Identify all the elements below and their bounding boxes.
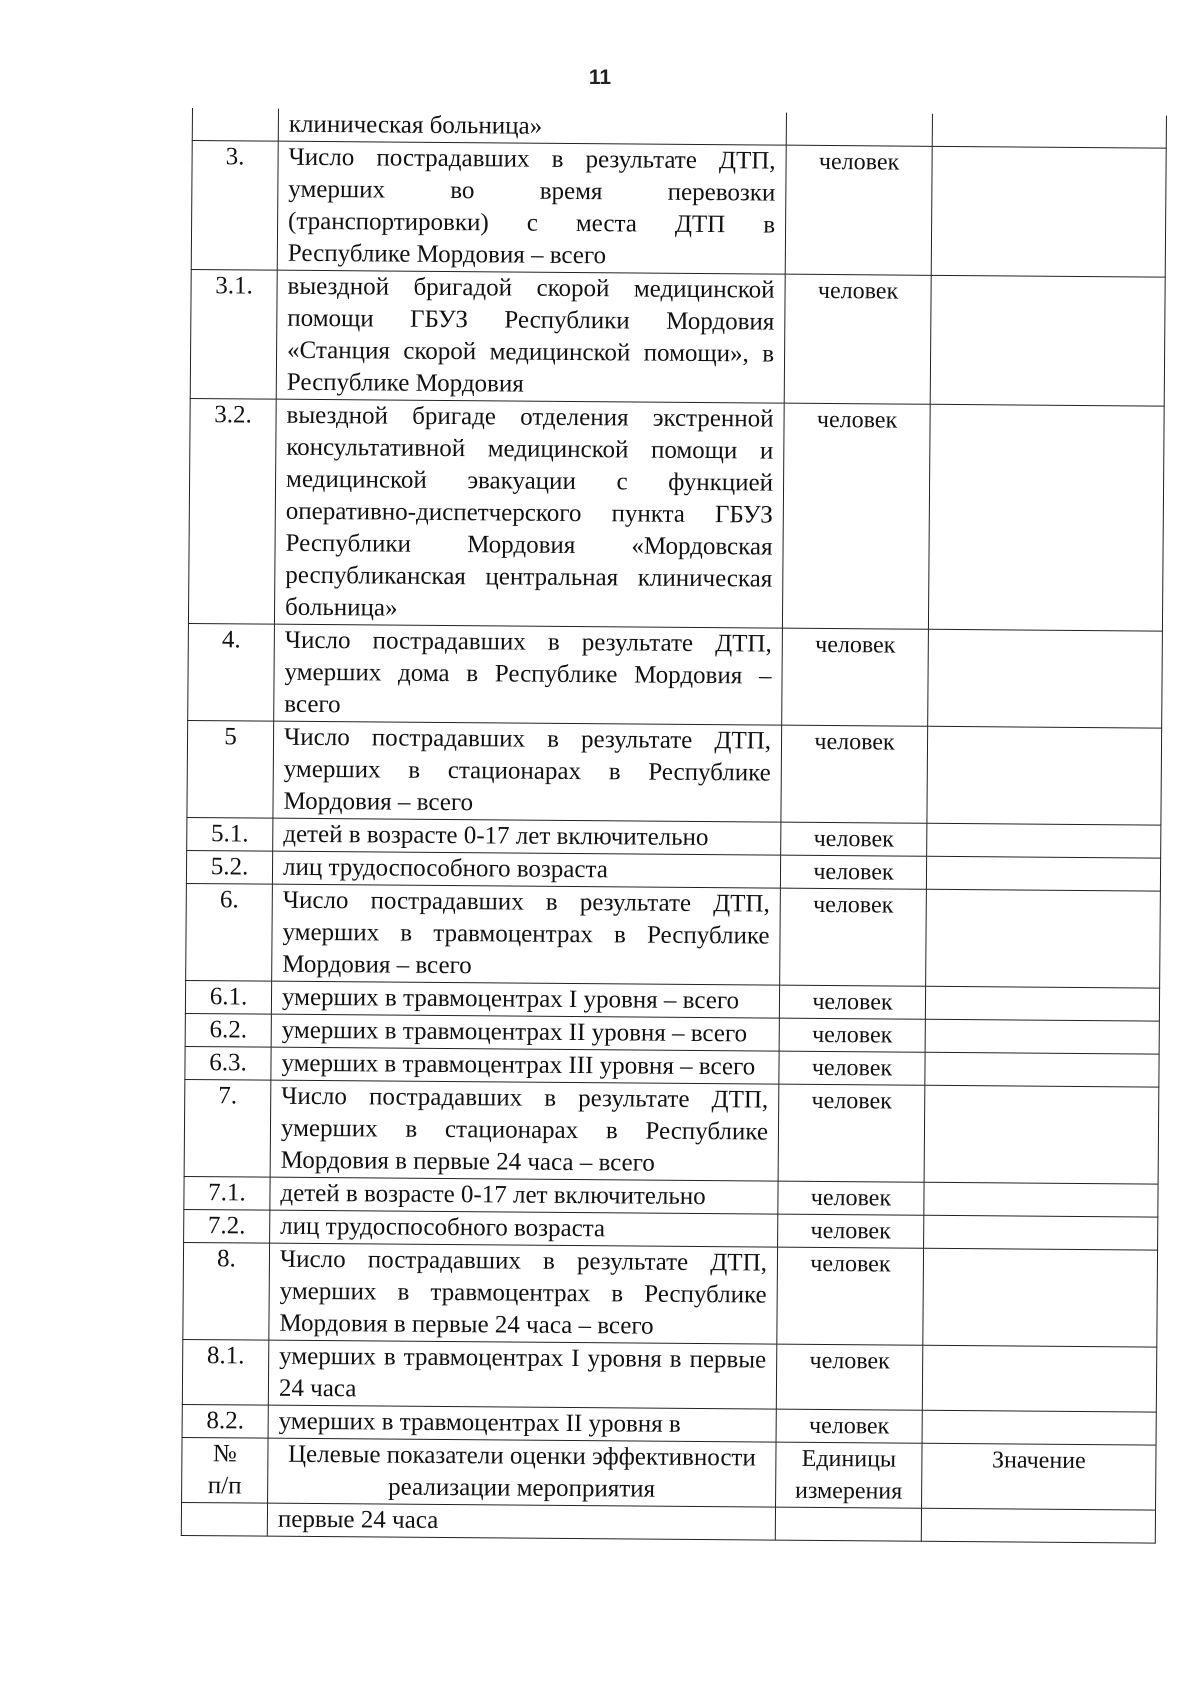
header-indicator-line2: реализации мероприятия — [388, 1473, 656, 1503]
row-unit: человек — [778, 1214, 924, 1248]
row-number: 3. — [191, 141, 278, 271]
row-number: 7.1. — [184, 1176, 270, 1210]
row-value — [930, 275, 1165, 406]
row-unit: человек — [780, 855, 926, 889]
table-row — [181, 1502, 1155, 1543]
page-number: 11 — [588, 66, 612, 89]
row-unit: человек — [782, 628, 929, 726]
header-unit — [776, 1442, 923, 1508]
row-indicator: умерших в травмоцентрах II уровня в — [268, 1405, 776, 1442]
row-indicator: выездной бригадой скорой медицинской помощи ГБУЗ Республики Мордовия «Станция скорой медицинской помощи», в Республике Мордовия — [276, 270, 785, 403]
row-indicator: лиц трудоспособного возраста — [272, 851, 780, 888]
header-unit-line2: измерения — [794, 1477, 903, 1505]
row-value — [926, 889, 1161, 988]
row-number: 3.1. — [190, 269, 277, 399]
row-indicator: Число пострадавших в результате ДТП, умерших в травмоцентрах в Республике Мордовия в первые 24 часа – всего — [269, 1243, 778, 1344]
row-indicator: умерших в травмоцентрах II уровня – всего — [271, 1014, 779, 1051]
row-unit: человек — [784, 274, 931, 404]
table-row — [183, 1242, 1158, 1347]
row-unit — [775, 1507, 921, 1541]
row-number — [192, 108, 278, 141]
row-unit: человек — [781, 725, 928, 823]
table-row — [188, 623, 1163, 728]
row-unit: человек — [776, 1409, 922, 1443]
row-unit: человек — [780, 888, 927, 986]
table-header-row — [182, 1437, 1156, 1510]
row-indicator: Число пострадавших в результате ДТП, умерших во время перевозки (транспортировки) с места ДТП в Республике Мордовия – всего — [277, 141, 786, 274]
table-row — [184, 1079, 1159, 1184]
row-number: 6.1. — [185, 980, 271, 1014]
row-value — [924, 1215, 1158, 1250]
row-value — [922, 1345, 1157, 1412]
table-row — [182, 1339, 1156, 1412]
header-indicator — [268, 1438, 776, 1507]
row-unit: человек — [778, 1084, 925, 1182]
table-row — [190, 269, 1165, 406]
row-indicator: детей в возрасте 0-17 лет включительно — [273, 818, 781, 855]
row-indicator: умерших в травмоцентрах I уровня в первые 24 часа — [268, 1340, 776, 1409]
table-row — [191, 141, 1166, 278]
row-number: 8.1. — [182, 1339, 269, 1405]
row-indicator: Число пострадавших в результате ДТП, умерших в стационарах в Республике Мордовия – всего — [273, 721, 782, 822]
row-unit: человек — [782, 403, 930, 629]
row-number: 5.1. — [187, 817, 273, 851]
row-number: 3.2. — [188, 398, 276, 624]
row-indicator: клиническая больница» — [278, 109, 786, 145]
table-row — [187, 720, 1162, 825]
row-number: 5.2. — [186, 850, 272, 884]
table-body — [181, 108, 1166, 1543]
row-unit — [786, 113, 932, 147]
row-value — [927, 823, 1161, 858]
row-value — [921, 1508, 1155, 1543]
header-number-line2: п/п — [207, 1472, 242, 1500]
header-number-line1: № — [212, 1440, 237, 1468]
row-unit: человек — [778, 1181, 924, 1215]
header-unit-line1: Единицы — [801, 1445, 897, 1473]
row-indicator: Число пострадавших в результате ДТП, умерших дома в Республике Мордовия – всего — [274, 624, 783, 725]
row-value — [927, 726, 1162, 825]
row-value — [928, 629, 1163, 728]
row-number: 5 — [187, 720, 274, 818]
row-value — [925, 1019, 1159, 1054]
row-value — [931, 146, 1166, 277]
row-number: 6. — [186, 883, 273, 981]
row-indicator: детей в возрасте 0-17 лет включительно — [270, 1177, 778, 1214]
row-value — [923, 1248, 1158, 1347]
row-unit: человек — [779, 1018, 925, 1052]
header-indicator-line1: Целевые показатели оценки эффективности — [287, 1440, 756, 1472]
row-value — [925, 986, 1159, 1021]
row-number — [181, 1502, 267, 1536]
row-unit: человек — [779, 1051, 925, 1085]
row-unit: человек — [785, 145, 932, 275]
row-unit: человек — [781, 822, 927, 856]
row-number: 8. — [183, 1242, 270, 1340]
row-unit: человек — [779, 985, 925, 1019]
row-number: 7. — [184, 1079, 271, 1177]
row-number: 6.2. — [185, 1013, 271, 1047]
row-indicator: умерших в травмоцентрах I уровня – всего — [271, 981, 779, 1018]
row-value — [926, 856, 1160, 891]
row-number: 7.2. — [184, 1209, 270, 1243]
row-indicator: первые 24 часа — [267, 1503, 775, 1540]
row-value — [924, 1182, 1158, 1217]
table-row — [186, 883, 1161, 988]
row-value — [932, 114, 1166, 148]
row-value — [922, 1410, 1156, 1445]
row-unit: человек — [776, 1344, 923, 1410]
row-indicator: выездной бригаде отделения экстренной консультативной медицинской помощи и медицинской эвакуации с функцией оперативно-диспетчерского пункта ГБУЗ Республики Мордовия «Мордовская республиканская центральная клиническая больница» — [274, 399, 784, 628]
row-indicator: Число пострадавших в результате ДТП, умерших в травмоцентрах в Республике Мордовия – всего — [272, 884, 781, 985]
row-value — [925, 1052, 1159, 1087]
table-row — [188, 398, 1164, 631]
row-indicator: лиц трудоспособного возраста — [270, 1210, 778, 1247]
row-number: 6.3. — [185, 1046, 271, 1080]
row-number: 4. — [188, 623, 275, 721]
row-value — [924, 1085, 1159, 1184]
header-value: Значение — [922, 1443, 1157, 1510]
row-indicator: умерших в травмоцентрах III уровня – всего — [271, 1047, 779, 1084]
row-value — [928, 404, 1164, 631]
row-number: 8.2. — [182, 1404, 268, 1438]
row-indicator: Число пострадавших в результате ДТП, умерших в стационарах в Республике Мордовия в первые 24 часа – всего — [270, 1080, 779, 1181]
row-unit: человек — [777, 1247, 924, 1345]
indicators-table — [181, 108, 1167, 1544]
header-number — [182, 1437, 269, 1503]
